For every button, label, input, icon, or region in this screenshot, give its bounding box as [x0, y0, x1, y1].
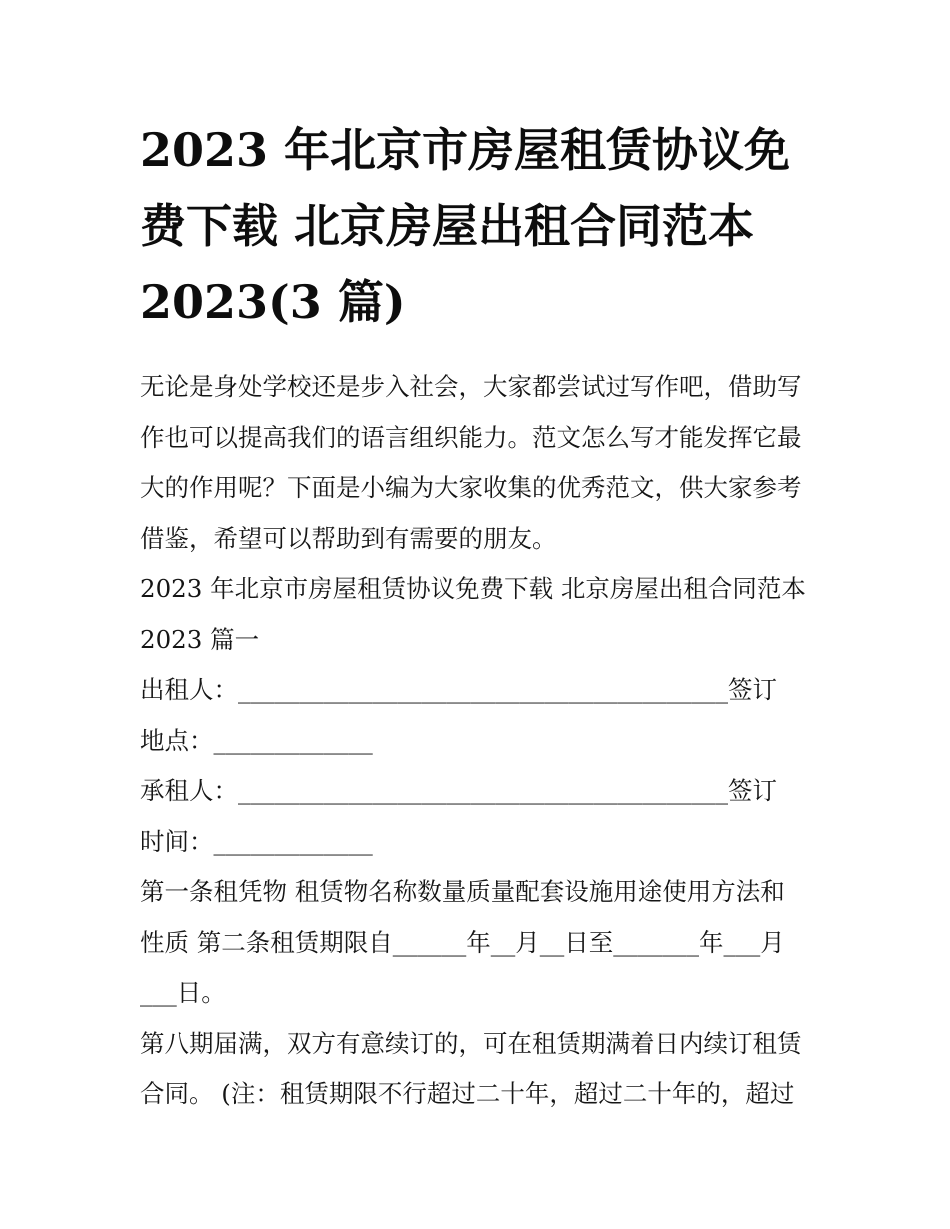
- section-heading: [140, 564, 820, 665]
- contract-line: ___日。: [140, 978, 226, 1007]
- document-title: [140, 112, 820, 340]
- title-line: 2023 年北京市房屋租赁协议免: [140, 123, 791, 177]
- contract-line: 第一条租凭物 租赁物名称数量质量配套设施用途使用方法和: [140, 877, 785, 906]
- section-heading-line: 2023 年北京市房屋租赁协议免费下载 北京房屋出租合同范本: [140, 574, 806, 603]
- contract-line: 性质 第二条租赁期限自______年__月__日至_______年___月: [140, 927, 785, 957]
- contract-line: 合同。 (注：租赁期限不行超过二十年，超过二十年的，超过: [140, 1079, 795, 1108]
- intro-line: 作也可以提高我们的语言组织能力。范文怎么写才能发挥它最: [140, 422, 802, 452]
- intro-line: 无论是身处学校还是步入社会，大家都尝试过写作吧，借助写: [140, 372, 802, 401]
- contract-line: 地点：_____________: [140, 725, 373, 755]
- intro-paragraph: [140, 362, 820, 564]
- contract-line: 承租人：________________________________________签订: [140, 776, 777, 805]
- section-heading-line: 2023 篇一: [140, 624, 260, 654]
- document-page: [140, 112, 820, 1120]
- contract-line: 时间：_____________: [140, 826, 373, 856]
- title-line: 费下载 北京房屋出租合同范本: [140, 199, 755, 253]
- contract-text: [140, 665, 820, 1120]
- title-line: 2023(3 篇): [140, 275, 406, 329]
- intro-line: 借鉴，希望可以帮助到有需要的朋友。: [140, 523, 557, 553]
- document-body: [140, 362, 820, 1120]
- contract-line: 第八期届满，双方有意续订的，可在租赁期满着日内续订租赁: [140, 1028, 802, 1058]
- contract-line: 出租人：________________________________________签订: [140, 675, 777, 704]
- intro-line: 大的作用呢？下面是小编为大家收集的优秀范文，供大家参考: [140, 473, 802, 502]
